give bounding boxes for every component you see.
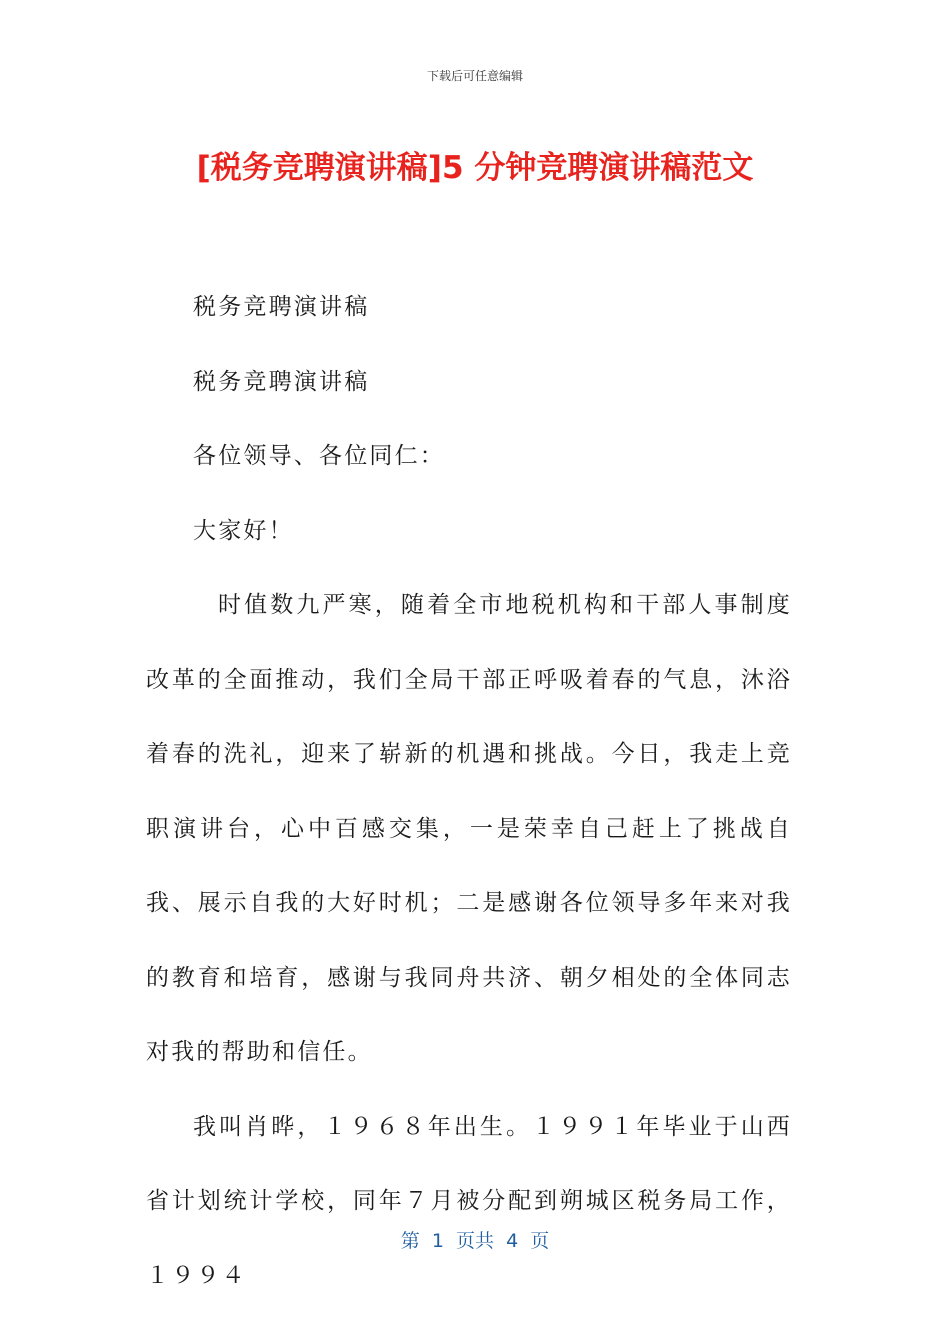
paragraph: 我叫肖晔，１９６８年出生。１９９１年毕业于山西省计划统计学校，同年７月被分配到朔城区税务局工作，１９９４ [146,1113,792,1289]
paragraph: 税务竞聘演讲稿 [193,368,370,395]
document-body [146,270,792,1313]
paragraph: 大家好！ [193,517,294,544]
header-note: 下载后可任意编辑 [426,69,523,83]
paragraph: 各位领导、各位同仁： [193,443,445,469]
document-title: [税务竞聘演讲稿]5 分钟竞聘演讲稿范文 [196,150,754,186]
page-number-footer: 第 1 页共 4 页 [400,1230,550,1252]
paragraph: 时值数九严寒，随着全市地税机构和干部人事制度改革的全面推动，我们全局干部正呼吸着春的气息，沐浴着春的洗礼，迎来了崭新的机遇和挑战。今日，我走上竞职演讲台，心中百感交集，一是荣幸自己赶上了挑战自我、展示自我的大好时机；二是感谢各位领导多年来对我的教育和培育，感谢与我同舟共济、朝夕相处的全体同志对我的帮助和信任。 [146,592,792,1065]
paragraph: 税务竞聘演讲稿 [193,294,370,320]
